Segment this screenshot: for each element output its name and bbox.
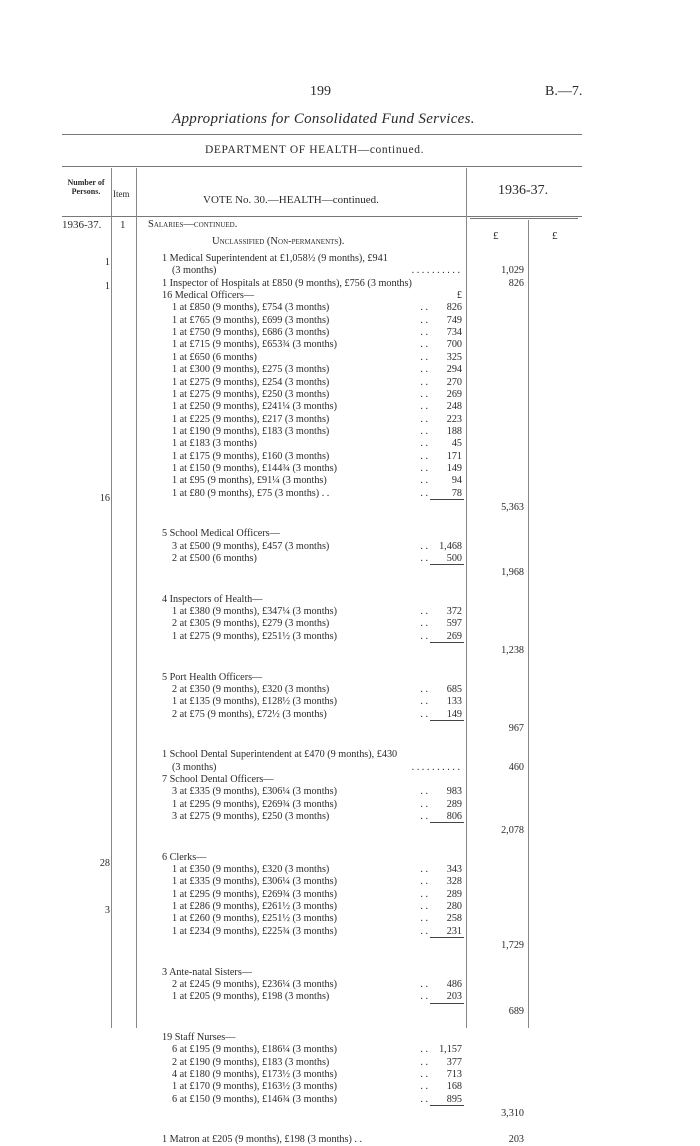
salary-line [162,1032,462,1044]
salary-line [162,1134,462,1146]
line-amount: 700 [446,339,462,351]
group-total: 3,310 [501,1108,524,1119]
subtotal-rule [430,720,464,721]
line-amount: 248 [446,401,462,413]
salary-line [172,401,462,413]
line-description: 1 at £715 (9 months), £653¾ (3 months) [172,339,337,351]
line-description: 2 at £350 (9 months), £320 (3 months) [172,683,330,695]
line-amount: 325 [446,351,462,363]
line-description: 1 at £80 (9 months), £75 (3 months) . . [172,487,330,499]
salary-line [172,1044,462,1056]
leader-dots: . . [420,1081,428,1093]
persons-count: 28 [99,858,110,869]
line-amount: 45 [451,438,462,450]
line-amount: 269 [446,630,462,642]
vote-title: VOTE No. 30.—HEALTH—continued. [203,194,379,206]
leader-dots: . . [420,425,428,437]
subtotal-rule [430,1105,464,1106]
line-description: 2 at £190 (9 months), £183 (3 months) [172,1056,330,1068]
leader-dots: . . [420,811,428,822]
leader-dots: . . [420,487,428,499]
salary-line [172,876,462,888]
line-description: 19 Staff Nurses— [162,1031,236,1043]
line-amount: 168 [446,1081,462,1093]
line-total: 1,029 [501,265,524,277]
pound-symbol-col1: £ [493,230,499,242]
salary-line [172,339,462,351]
leader-dots: . . [420,798,428,810]
line-amount: 289 [446,888,462,900]
line-amount: 328 [446,876,462,888]
salary-line [172,451,462,463]
line-description: 1 at £275 (9 months), £250 (3 months) [172,388,330,400]
line-amount: 289 [446,798,462,810]
line-description: 1 at £350 (9 months), £320 (3 months) [172,864,330,876]
line-amount: 734 [446,327,462,339]
leader-dots: . . [420,1044,428,1056]
line-description: 5 School Medical Officers— [162,528,280,540]
leader-dots: . . [420,630,428,642]
line-description: 5 Port Health Officers— [162,671,263,683]
salary-line [172,618,462,630]
leader-dots: . . [420,708,428,720]
group-total: 1,729 [501,940,524,952]
line-amount: 749 [446,314,462,326]
leader-dots: . . [420,413,428,425]
leader-dots: . . [420,364,428,376]
group-total: 5,363 [501,502,524,513]
line-amount: 1,157 [439,1044,462,1056]
salary-line [172,979,462,991]
leader-dots: . . [420,438,428,450]
subtotal-rule [430,937,464,938]
line-description: 1 at £765 (9 months), £699 (3 months) [172,314,330,326]
line-amount: 223 [446,413,462,425]
salary-line [162,774,462,786]
salary-line [172,811,462,823]
pound-symbol-col2: £ [552,230,558,242]
salary-line [162,852,462,864]
line-description: 1 at £750 (9 months), £686 (3 months) [172,327,330,339]
leader-dots: . . [420,864,428,876]
line-description: 1 at £205 (9 months), £198 (3 months) [172,991,330,1003]
line-description: 1 at £175 (9 months), £160 (3 months) [172,450,330,462]
line-description: 1 at £286 (9 months), £261½ (3 months) [172,901,337,913]
line-description: 1 at £335 (9 months), £306¼ (3 months) [172,876,337,888]
line-description: 1 at £135 (9 months), £128½ (3 months) [172,696,337,708]
line-amount: 94 [451,475,462,487]
persons-count: 1 [104,281,110,292]
leader-dots: . . [420,475,428,487]
line-description: 1 at £225 (9 months), £217 (3 months) [172,413,330,425]
line-total: 460 [508,761,524,773]
salary-line [172,1057,462,1069]
line-description: 4 at £180 (9 months), £173½ (3 months) [172,1068,337,1080]
salary-line [162,528,462,540]
leader-dots: . . [420,876,428,888]
line-description: 1 at £260 (9 months), £251½ (3 months) [172,913,337,925]
document-code: B.—7. [545,84,583,99]
salary-line [172,762,462,774]
leader-dots: . . [420,462,428,474]
line-description: 4 Inspectors of Health— [162,593,263,605]
line-amount: 280 [446,901,462,913]
item-cell: 1 [120,219,126,231]
line-amount: 500 [446,553,462,565]
leader-dots: . . . . . . . . . . [411,265,460,277]
line-amount: 78 [451,487,462,499]
salary-line [172,364,462,376]
line-description: 6 at £195 (9 months), £186¼ (3 months) [172,1044,337,1056]
salary-line [172,315,462,327]
group-total: 967 [508,722,524,734]
subtotal-rule [430,564,464,565]
line-amount: 372 [446,606,462,618]
leader-dots: . . [420,1056,428,1068]
line-description: 1 at £850 (9 months), £754 (3 months) [172,302,330,314]
salary-line [172,302,462,314]
leader-dots: . . [420,978,428,990]
persons-count: 3 [104,905,110,916]
salary-line [172,438,462,450]
line-amount: 203 [446,991,462,1003]
salary-line [172,696,462,708]
subtotal-rule [430,822,464,823]
line-amount: 1,468 [439,540,462,552]
line-amount: 826 [446,302,462,314]
leader-dots: . . [420,351,428,363]
leader-dots: . . [420,683,428,695]
salary-line [172,786,462,798]
page-title: Appropriations for Consolidated Fund Services. [172,111,475,127]
leader-dots: . . [420,314,428,326]
line-amount: 806 [446,811,462,822]
line-description: 1 at £300 (9 months), £275 (3 months) [172,364,330,376]
line-description: 1 Inspector of Hospitals at £850 (9 months), £756 (3 months) [162,277,412,289]
line-amount: 269 [446,388,462,400]
line-description: 1 at £170 (9 months), £163½ (3 months) [172,1081,337,1093]
line-amount: 270 [446,376,462,388]
line-description: 7 School Dental Officers— [162,773,274,785]
salary-line [172,913,462,925]
leader-dots: . . [420,786,428,798]
salary-line [172,889,462,901]
leader-dots: . . [420,606,428,618]
leader-dots: . . [420,925,428,937]
line-description: 16 Medical Officers— [162,290,255,302]
line-amount: 258 [446,913,462,925]
leader-dots: . . [420,1093,428,1105]
line-description: 1 at £190 (9 months), £183 (3 months) [172,425,330,437]
subtotal-rule [430,499,464,500]
line-amount: 188 [446,425,462,437]
line-amount: 294 [446,364,462,376]
leader-dots: . . [420,888,428,900]
line-amount: 149 [446,708,462,720]
line-description: 1 at £275 (9 months), £251½ (3 months) [172,630,337,642]
line-description: 2 at £75 (9 months), £72½ (3 months) [172,708,327,720]
department-title: DEPARTMENT OF HEALTH—continued. [205,144,425,156]
line-amount: 149 [446,462,462,474]
salary-line [162,278,462,290]
leader-dots: . . [420,302,428,314]
salary-line [172,1069,462,1081]
line-description: 1 at £234 (9 months), £225¾ (3 months) [172,925,337,937]
leader-dots: . . [420,327,428,339]
salary-line [172,709,462,721]
line-amount: 377 [446,1056,462,1068]
salary-line [172,475,462,487]
leader-dots: . . [420,913,428,925]
leader-dots: . . [420,450,428,462]
line-description: 3 at £500 (9 months), £457 (3 months) [172,540,330,552]
salary-line [172,414,462,426]
line-amount: 486 [446,978,462,990]
salary-line [162,253,462,265]
line-description: 6 Clerks— [162,851,207,863]
line-description: 1 at £250 (9 months), £241¼ (3 months) [172,401,337,413]
line-description: 3 at £275 (9 months), £250 (3 months) [172,811,330,822]
salary-line [172,553,462,565]
line-description: 1 at £95 (9 months), £91¼ (3 months) [172,475,327,487]
line-description: 1 Matron at £205 (9 months), £198 (3 months) . . [162,1134,363,1146]
line-amount: 713 [446,1068,462,1080]
salary-line [162,290,462,302]
salary-line [172,864,462,876]
leader-dots: . . [420,991,428,1003]
salary-line [172,606,462,618]
line-amount: 983 [446,786,462,798]
leader-dots: . . [420,618,428,630]
line-description: 1 at £183 (3 months) [172,438,257,450]
salary-line [172,327,462,339]
leader-dots: . . [420,339,428,351]
persons-header: Number of Persons. [67,178,105,196]
leader-dots: . . [420,376,428,388]
line-description: 1 at £275 (9 months), £254 (3 months) [172,376,330,388]
salary-line [172,426,462,438]
year-cell: 1936-37. [62,219,102,231]
line-total: 203 [508,1134,524,1146]
line-amount: £ [456,290,462,302]
line-amount: 685 [446,683,462,695]
line-description: 3 Ante-natal Sisters— [162,966,252,978]
classification-heading: Unclassified (Non-permanents). [212,236,345,247]
line-description: 2 at £245 (9 months), £236¼ (3 months) [172,978,337,990]
salary-line [172,389,462,401]
salary-line [172,991,462,1003]
subtotal-rule [430,642,464,643]
salary-line [162,749,462,761]
salary-line [172,463,462,475]
persons-count: 16 [99,493,110,504]
page-number: 199 [310,84,331,99]
line-description: 1 at £295 (9 months), £269¾ (3 months) [172,888,337,900]
line-description: 3 at £335 (9 months), £306¼ (3 months) [172,786,337,798]
salaries-heading: Salaries—continued. [148,219,238,230]
salary-line [162,594,462,606]
line-amount: 171 [446,450,462,462]
line-description: 1 at £650 (6 months) [172,351,257,363]
item-header: Item [113,189,130,199]
salary-line [172,1081,462,1093]
leader-dots: . . [420,540,428,552]
line-amount: 343 [446,864,462,876]
salary-line [172,541,462,553]
leader-dots: . . [420,388,428,400]
salary-line [172,684,462,696]
salary-line [172,799,462,811]
leader-dots: . . [420,696,428,708]
group-total: 1,238 [501,645,524,657]
leader-dots: . . [420,553,428,565]
salary-line [172,488,462,500]
line-amount: 895 [446,1093,462,1105]
group-total: 689 [508,1005,524,1017]
line-amount: 133 [446,696,462,708]
persons-count: 1 [104,257,110,268]
subtotal-rule [430,1003,464,1004]
salary-line [172,926,462,938]
line-description: 2 at £305 (9 months), £279 (3 months) [172,618,330,630]
line-description: 1 Medical Superintendent at £1,058½ (9 months), £941 [162,253,388,264]
salary-line [172,631,462,643]
leader-dots: . . . . . . . . . . [411,761,460,773]
line-description: (3 months) [172,265,217,277]
leader-dots: . . [420,901,428,913]
line-description: 2 at £500 (6 months) [172,553,257,565]
group-total: 2,078 [501,825,524,837]
salary-line [172,377,462,389]
salary-line [172,1094,462,1106]
line-amount: 231 [446,925,462,937]
line-description: 1 School Dental Superintendent at £470 (9 months), £430 [162,749,398,761]
salary-line [162,967,462,979]
leader-dots: . . [420,401,428,413]
line-amount: 597 [446,618,462,630]
salary-line [172,352,462,364]
line-description: 1 at £295 (9 months), £269¾ (3 months) [172,798,337,810]
line-description: 1 at £150 (9 months), £144¾ (3 months) [172,462,337,474]
leader-dots: . . [420,1068,428,1080]
salary-line [162,672,462,684]
salary-line [172,265,462,277]
line-total: 826 [508,277,524,289]
line-description: 1 at £380 (9 months), £347¼ (3 months) [172,606,337,618]
group-total: 1,968 [501,567,524,579]
line-description: (3 months) [172,761,217,773]
line-description: 6 at £150 (9 months), £146¾ (3 months) [172,1093,337,1105]
salary-line [172,901,462,913]
year-header: 1936-37. [498,183,549,198]
